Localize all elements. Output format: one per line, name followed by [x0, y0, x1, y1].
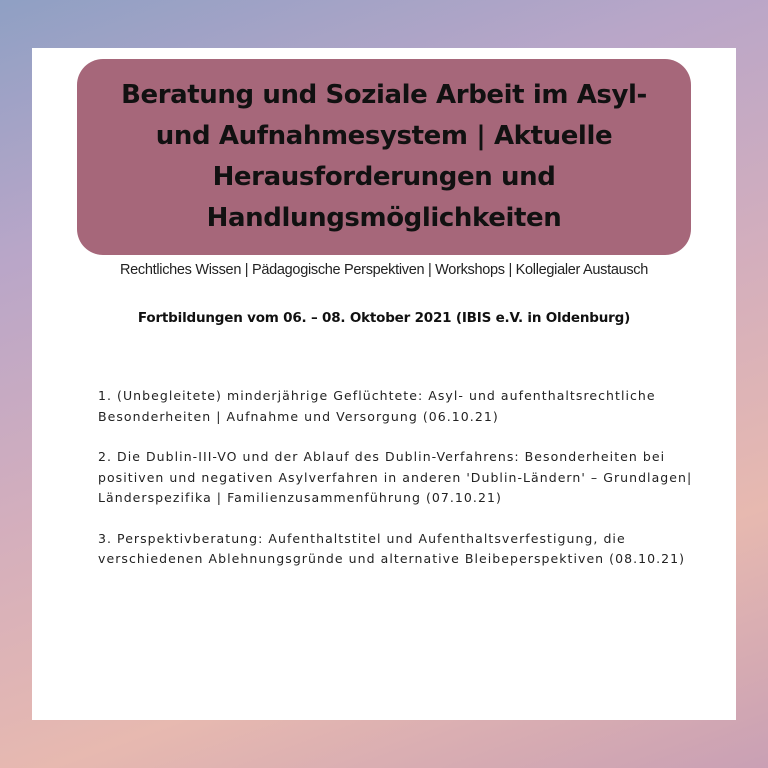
list-item: 2. Die Dublin-III-VO und der Ablauf des Dublin-Verfahrens: Besonderheiten bei positiven und negativen Asylverfahren in anderen 'Dublin-Ländern' – Grundlagen| Länderspezifika | Familienzusammenführung (07.10.21) — [98, 449, 693, 505]
subtitle: Rechtliches Wissen | Pädagogische Perspektiven | Workshops | Kollegialer Austausch — [119, 262, 649, 278]
content-card — [32, 48, 736, 720]
page-title: Beratung und Soziale Arbeit im Asyl- und Aufnahmesystem | Aktuelle Herausforderungen und Handlungsmöglichkeiten — [121, 80, 647, 233]
list-item: 3. Perspektivberatung: Aufenthaltstitel und Aufenthaltsverfestigung, die verschiedenen Ablehnungsgründe und alternative Bleibeperspektiven (08.10.21) — [98, 530, 686, 566]
title-banner — [77, 59, 691, 255]
list-item: 1. (Unbegleitete) minderjährige Geflüchtete: Asyl- und aufenthaltsrechtliche Besonderheiten | Aufnahme und Versorgung (06.10.21) — [98, 388, 656, 424]
event-info: Fortbildungen vom 06. – 08. Oktober 2021 (IBIS e.V. in Oldenburg) — [137, 310, 631, 326]
course-list — [98, 386, 698, 590]
